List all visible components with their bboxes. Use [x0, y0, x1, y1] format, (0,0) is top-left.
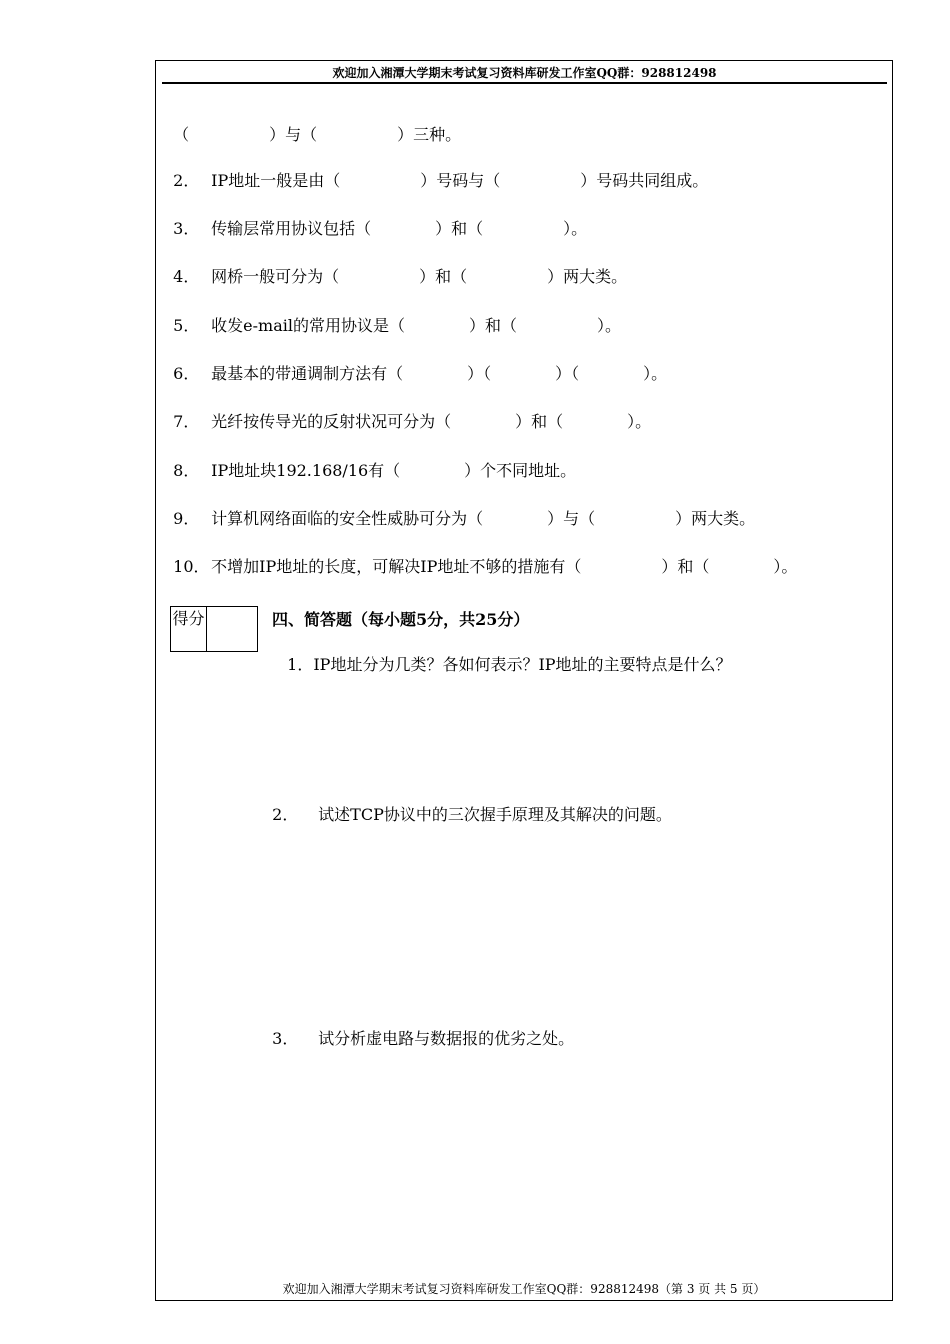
blank-text: （ ）与（ ）三种。	[173, 125, 462, 144]
blank-text: 光纤按传导光的反射状况可分为（ ）和（ ）。	[211, 412, 652, 431]
question-text: 试分析虚电路与数据报的优劣之处。	[318, 1029, 575, 1048]
score-box	[170, 606, 258, 652]
blank-text: 传输层常用协议包括（ ）和（ ）。	[211, 219, 588, 238]
blank-text: IP地址块192.168/16有（ ）个不同地址。	[211, 461, 577, 480]
blank-line-10	[163, 537, 797, 577]
short-question-2	[262, 785, 672, 825]
blank-text: 收发e-mail的常用协议是（ ）和（ ）。	[211, 316, 621, 335]
question-number: 9．	[173, 509, 200, 528]
question-number: 10．	[173, 557, 210, 576]
question-number: 2．	[272, 805, 299, 824]
blank-line-8	[163, 441, 576, 481]
page-footer: 欢迎加入湘潭大学期末考试复习资料库研发工作室QQ群：928812498（第 3 页 共 5 页）	[282, 1282, 766, 1296]
blank-text: IP地址一般是由（ ）号码与（ ）号码共同组成。	[211, 171, 709, 190]
score-label: 得分	[171, 607, 207, 651]
question-number: 3．	[272, 1029, 299, 1048]
short-question-3	[262, 1009, 574, 1049]
question-number: 4．	[173, 267, 200, 286]
blank-line-9	[163, 489, 755, 529]
question-number: 7．	[173, 412, 200, 431]
score-cell	[207, 607, 257, 651]
blank-line-1	[163, 105, 461, 145]
question-number: 2．	[173, 171, 200, 190]
blank-line-5	[163, 296, 621, 336]
blank-line-6	[163, 344, 667, 384]
blank-line-3	[163, 199, 587, 239]
blank-text: 计算机网络面临的安全性威胁可分为（ ）与（ ）两大类。	[211, 509, 756, 528]
short-question-1	[277, 635, 732, 675]
section-title: 四、简答题（每小题5分，共25分）	[272, 610, 530, 629]
blank-line-2	[163, 151, 708, 191]
question-number: 8．	[173, 461, 200, 480]
question-number: 5．	[173, 316, 200, 335]
blank-text: 最基本的带通调制方法有（ ）（ ）（ ）。	[211, 364, 668, 383]
blank-line-4	[163, 247, 627, 287]
page-header: 欢迎加入湘潭大学期末考试复习资料库研发工作室QQ群：928812498	[162, 64, 887, 84]
question-number: 6．	[173, 364, 200, 383]
blank-text: 不增加IP地址的长度，可解决IP地址不够的措施有（ ）和（ ）。	[211, 557, 798, 576]
question-text: IP地址分为几类？各如何表示？IP地址的主要特点是什么？	[313, 655, 732, 674]
question-text: 试述TCP协议中的三次握手原理及其解决的问题。	[318, 805, 672, 824]
question-number: 1．	[287, 655, 314, 674]
blank-text: 网桥一般可分为（ ）和（ ）两大类。	[211, 267, 628, 286]
question-number: 3．	[173, 219, 200, 238]
blank-line-7	[163, 392, 651, 432]
